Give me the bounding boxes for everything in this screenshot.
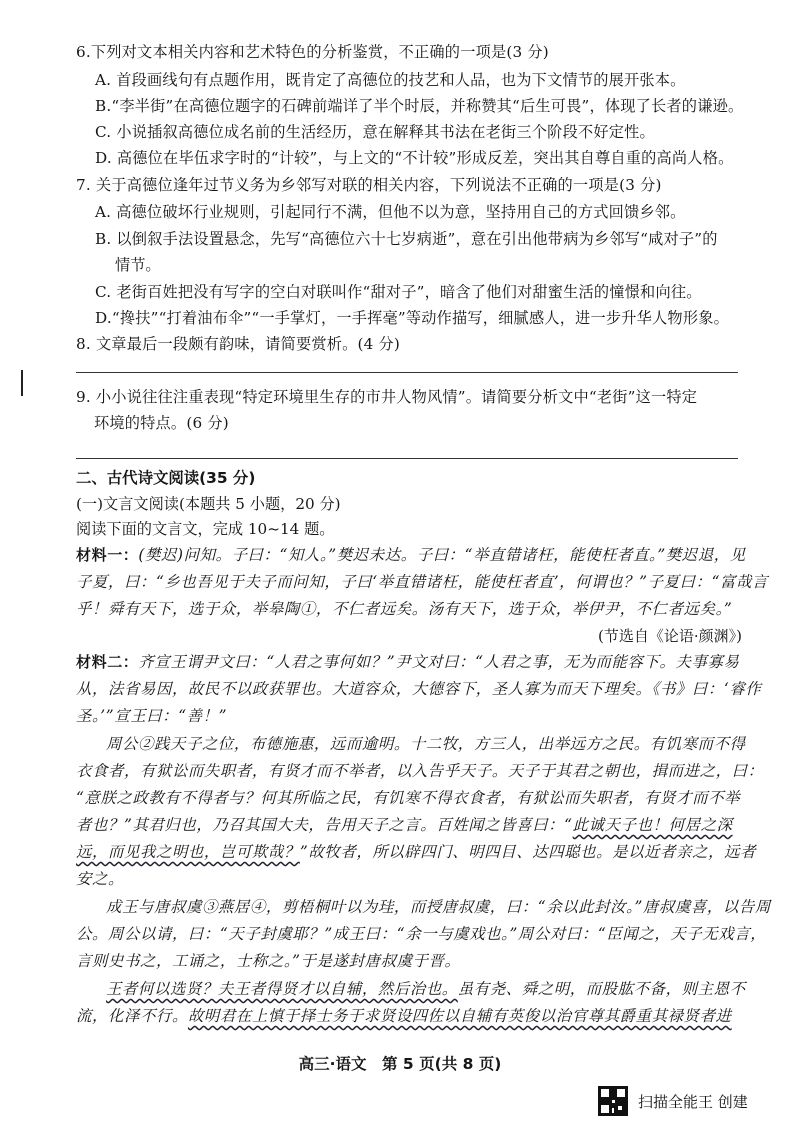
q7-option-c: C. 老街百姓把没有写字的空白对联叫作“甜对子”，暗含了他们对甜蜜生活的憧憬和向往。 — [95, 283, 702, 301]
q7-option-b: B. 以倒叙手法设置悬念，先写“高德位六十七岁病逝”，意在引出他带病为乡邻写“咸对子”的 — [95, 230, 718, 248]
subsection-title: (一)文言文阅读(本题共 5 小题，20 分) — [76, 495, 341, 513]
scanner-watermark — [598, 1086, 748, 1116]
material2-p2-line5: 远，而见我之明也，岂可欺哉？”故牧者，所以辟四门、明四目、达四聪也。是以近者亲之，远者 — [76, 843, 757, 861]
margin-mark — [21, 370, 23, 396]
page-footer: 高三·语文 第 5 页(共 8 页) — [298, 1055, 502, 1073]
material1-line3: 乎！舜有天下，选于众，举皋陶①，不仁者远矣。汤有天下，选于众，举伊尹，不仁者远矣。” — [76, 600, 733, 618]
material2-p1-line1: 材料二：齐宣王谓尹文曰：“人君之事何如？”尹文对曰：“人君之事，无为而能容下。夫事寡易 — [76, 653, 740, 671]
material1-line1: 材料一：(樊迟)问知。子曰：“知人。”樊迟未达。子曰：“举直错诸枉，能使枉者直。”樊迟退，见 — [76, 546, 746, 564]
q8-answer-line — [76, 372, 738, 373]
q6-option-c: C. 小说插叙高德位成名前的生活经历，意在解释其书法在老街三个阶段不好定性。 — [95, 123, 655, 141]
q9-answer-line — [76, 458, 738, 459]
q7-stem: 7. 关于高德位逢年过节义务为乡邻写对联的相关内容，下列说法不正确的一项是(3 分) — [76, 176, 662, 194]
material2-p2-line1: 周公②践天子之位，布德施惠，远而逾明。十二牧，方三人，出举远方之民。有饥寒而不得 — [106, 735, 746, 753]
wavy-underlined-sentence-part1: 此诚天子也！何居之深 — [572, 816, 733, 834]
reading-instruction: 阅读下面的文言文，完成 10~14 题。 — [76, 520, 335, 538]
material2-p4-line1: 王者何以选贤？夫王者得贤才以自辅，然后治也。虽有尧、舜之明，而股肱不备，则主恩不 — [106, 980, 746, 998]
material2-p4-line2: 流，化泽不行。故明君在上慎于择士务于求贤设四佐以自辅有英俊以治官尊其爵重其禄贤者进 — [76, 1007, 732, 1025]
material1-label: 材料一： — [76, 546, 139, 564]
material1-line2: 子夏，曰：“乡也吾见于夫子而问知，子曰‘举直错诸枉，能使枉者直’，何谓也？”子夏曰：“富哉言 — [76, 573, 769, 591]
material2-p3-line1: 成王与唐叔虞③燕居④，剪梧桐叶以为珪，而授唐叔虞，曰：“余以此封汝。”唐叔虞喜，以告周 — [106, 898, 771, 916]
material2-p1-line2: 从，法省易因，故民不以政获罪也。大道容众，大德容下，圣人寡为而天下理矣。《书》曰：‘睿作 — [76, 680, 762, 698]
wavy-underlined-unpunctuated-passage: 故明君在上慎于择士务于求贤设四佐以自辅有英俊以治官尊其爵重其禄贤者进 — [187, 1007, 732, 1025]
material2-p2-line4: 者也？”其君归也，乃召其国大夫，告用天子之言。百姓闻之皆喜曰：“此诚天子也！何居之深 — [76, 816, 733, 834]
section-title: 二、古代诗文阅读(35 分) — [76, 469, 256, 487]
wavy-underlined-sentence-part2: 远，而见我之明也，岂可欺哉？ — [76, 843, 300, 861]
material2-p1-line3: 圣。’”宣王曰：“善！” — [76, 707, 228, 725]
q7-option-a: A. 高德位破坏行业规则，引起同行不满，但他不以为意，坚持用自己的方式回馈乡邻。 — [95, 203, 686, 221]
material2-p2-line6: 安之。 — [76, 870, 124, 888]
q9-stem-cont: 环境的特点。(6 分) — [94, 414, 229, 432]
q6-option-a: A. 首段画线句有点题作用，既肯定了高德位的技艺和人品，也为下文情节的展开张本。 — [95, 71, 686, 89]
q8-stem: 8. 文章最后一段颇有韵味，请简要赏析。(4 分) — [76, 335, 401, 353]
q6-option-b: B.“李半街”在高德位题字的石碑前端详了半个时辰，并称赞其“后生可畏”，体现了长者的谦逊。 — [95, 97, 744, 115]
scanner-watermark-text: 扫描全能王 创建 — [638, 1092, 748, 1111]
material1-source: (节选自《论语·颜渊》) — [598, 627, 742, 645]
material2-p3-line3: 言则史书之，工诵之，士称之。”于是遂封唐叔虞于晋。 — [76, 952, 461, 970]
qr-code-icon — [598, 1086, 628, 1116]
q9-stem: 9. 小小说往往注重表现“特定环境里生存的市井人物风情”。请简要分析文中“老街”这一特定 — [76, 388, 698, 406]
q6-option-d: D. 高德位在毕伍求字时的“计较”，与上文的“不计较”形成反差，突出其自尊自重的高尚人格。 — [95, 149, 734, 167]
q7-option-b-cont: 情节。 — [115, 256, 161, 274]
material2-p2-line3: “意朕之政教有不得者与？何其所临之民，有饥寒不得衣食者，有狱讼而失职者，有贤才而不举 — [76, 789, 741, 807]
material2-p2-line2: 衣食者，有狱讼而失职者，有贤才而不举者，以入告乎天子。天子于其君之朝也，揖而进之，曰： — [76, 762, 764, 780]
q6-stem: 6.下列对文本相关内容和艺术特色的分析鉴赏，不正确的一项是(3 分) — [76, 43, 549, 61]
material2-label: 材料二： — [76, 653, 139, 671]
material2-p3-line2: 公。周公以请，曰：“天子封虞耶？”成王曰：“余一与虞戏也。”周公对曰：“臣闻之，天子无戏言， — [76, 925, 767, 943]
wavy-underlined-sentence-3: 王者何以选贤？夫王者得贤才以自辅，然后治也。 — [106, 980, 458, 998]
q7-option-d: D.“搀扶”“打着油布伞”“一手掌灯，一手挥毫”等动作描写，细腻感人，进一步升华人物形象。 — [95, 309, 729, 327]
